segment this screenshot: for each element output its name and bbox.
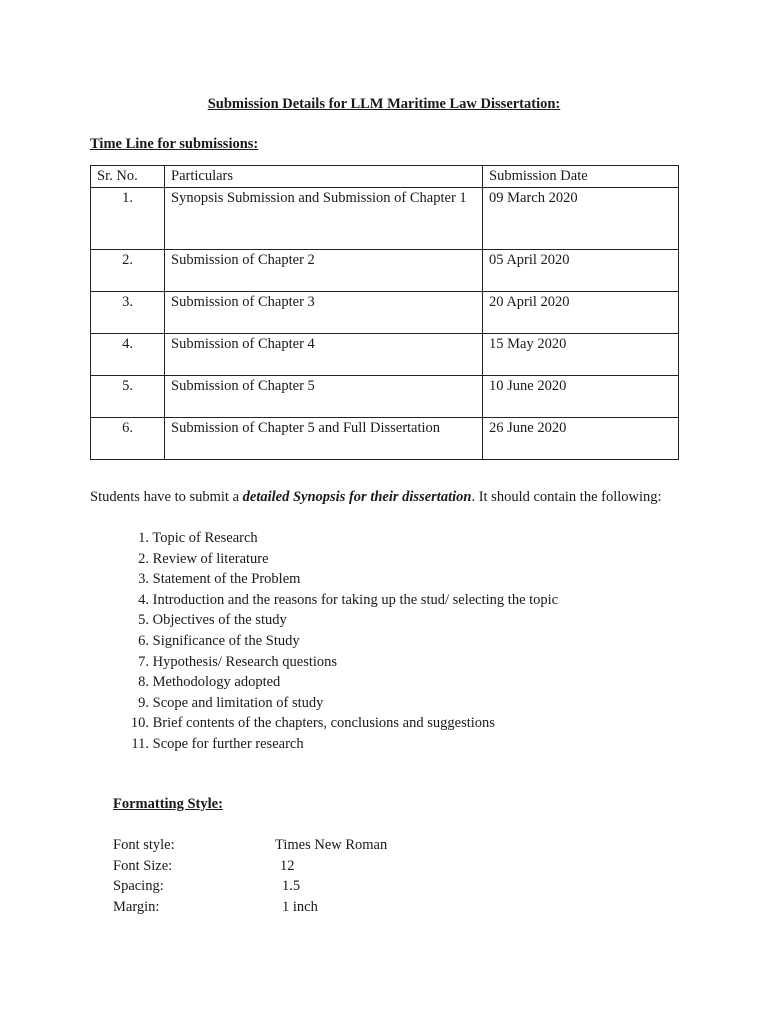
list-item-text: Methodology adopted bbox=[152, 674, 281, 691]
particulars-cell: Submission of Chapter 4 bbox=[165, 333, 483, 375]
list-item-number: 8. bbox=[138, 674, 149, 691]
format-label: Font Size: bbox=[113, 857, 173, 874]
list-item-number: 4. bbox=[138, 591, 149, 608]
list-item-number: 1. bbox=[138, 530, 149, 546]
intro-text-after: . It should contain the following: bbox=[471, 489, 662, 505]
particulars-cell: Submission of Chapter 3 bbox=[165, 291, 483, 333]
list-item-number: 10. bbox=[130, 715, 149, 732]
list-item-text: Statement of the Problem bbox=[152, 571, 301, 588]
list-item-text: Hypothesis/ Research questions bbox=[152, 653, 338, 670]
list-item bbox=[90, 713, 558, 734]
table-row bbox=[91, 417, 679, 459]
date-cell: 05 April 2020 bbox=[483, 249, 679, 291]
table-row bbox=[91, 333, 679, 375]
date-cell: 26 June 2020 bbox=[483, 417, 679, 459]
list-item-number: 7. bbox=[138, 653, 149, 670]
particulars-cell: Synopsis Submission and Submission of Chapter 1 bbox=[165, 187, 483, 249]
list-item-text: Scope for further research bbox=[152, 735, 304, 752]
list-item bbox=[90, 590, 558, 611]
format-value: 12 bbox=[280, 857, 295, 874]
list-item-text: Topic of Research bbox=[152, 530, 258, 546]
list-item bbox=[90, 610, 558, 631]
list-item-number: 9. bbox=[138, 694, 149, 711]
list-item bbox=[90, 569, 558, 590]
date-cell: 15 May 2020 bbox=[483, 333, 679, 375]
table-row bbox=[91, 375, 679, 417]
column-header-sr-no: Sr. No. bbox=[91, 166, 165, 188]
particulars-cell: Submission of Chapter 5 and Full Dissertation bbox=[165, 417, 483, 459]
list-item bbox=[90, 734, 558, 755]
timeline-table bbox=[90, 165, 679, 460]
list-item-text: Introduction and the reasons for taking up the stud/ selecting the topic bbox=[152, 591, 559, 608]
page-title: Submission Details for LLM Maritime Law Dissertation: bbox=[207, 96, 561, 112]
table-row bbox=[91, 249, 679, 291]
list-item-text: Significance of the Study bbox=[152, 632, 300, 649]
list-item-text: Brief contents of the chapters, conclusions and suggestions bbox=[152, 715, 495, 732]
date-cell: 20 April 2020 bbox=[483, 291, 679, 333]
list-item-number: 11. bbox=[131, 735, 149, 752]
format-value: Times New Roman bbox=[275, 837, 388, 853]
sr-no-cell: 5. bbox=[91, 375, 165, 417]
intro-emphasis: detailed Synopsis for their dissertation bbox=[242, 489, 472, 505]
sr-no-cell: 1. bbox=[91, 187, 165, 249]
format-value: 1.5 bbox=[282, 878, 301, 895]
format-value: 1 inch bbox=[282, 898, 318, 915]
column-header-particulars: Particulars bbox=[165, 166, 483, 188]
format-label: Spacing: bbox=[113, 878, 164, 895]
sr-no-cell: 4. bbox=[91, 333, 165, 375]
synopsis-contents-list bbox=[90, 528, 558, 755]
list-item-number: 3. bbox=[138, 571, 149, 588]
list-item-number: 5. bbox=[138, 612, 149, 629]
list-item bbox=[90, 652, 558, 673]
list-item-text: Scope and limitation of study bbox=[152, 694, 324, 711]
intro-text-before: Students have to submit a bbox=[90, 489, 243, 505]
sr-no-cell: 6. bbox=[91, 417, 165, 459]
table-row bbox=[91, 291, 679, 333]
list-item-number: 2. bbox=[138, 550, 149, 567]
list-item bbox=[90, 528, 558, 549]
date-cell: 10 June 2020 bbox=[483, 375, 679, 417]
table-header-row bbox=[91, 166, 679, 188]
format-label: Margin: bbox=[113, 898, 160, 915]
list-item-text: Objectives of the study bbox=[152, 612, 287, 629]
table-row bbox=[91, 187, 679, 249]
sr-no-cell: 2. bbox=[91, 249, 165, 291]
list-item bbox=[90, 631, 558, 652]
formatting-style-heading: Formatting Style: bbox=[113, 796, 223, 812]
list-item bbox=[90, 693, 558, 714]
timeline-heading: Time Line for submissions: bbox=[90, 136, 259, 152]
list-item-text: Review of literature bbox=[152, 550, 269, 567]
list-item bbox=[90, 672, 558, 693]
date-cell: 09 March 2020 bbox=[483, 187, 679, 249]
list-item bbox=[90, 549, 558, 570]
particulars-cell: Submission of Chapter 2 bbox=[165, 249, 483, 291]
format-label: Font style: bbox=[113, 837, 175, 853]
particulars-cell: Submission of Chapter 5 bbox=[165, 375, 483, 417]
column-header-submission-date: Submission Date bbox=[483, 166, 679, 188]
sr-no-cell: 3. bbox=[91, 291, 165, 333]
list-item-number: 6. bbox=[138, 632, 149, 649]
synopsis-intro-paragraph bbox=[90, 487, 678, 508]
